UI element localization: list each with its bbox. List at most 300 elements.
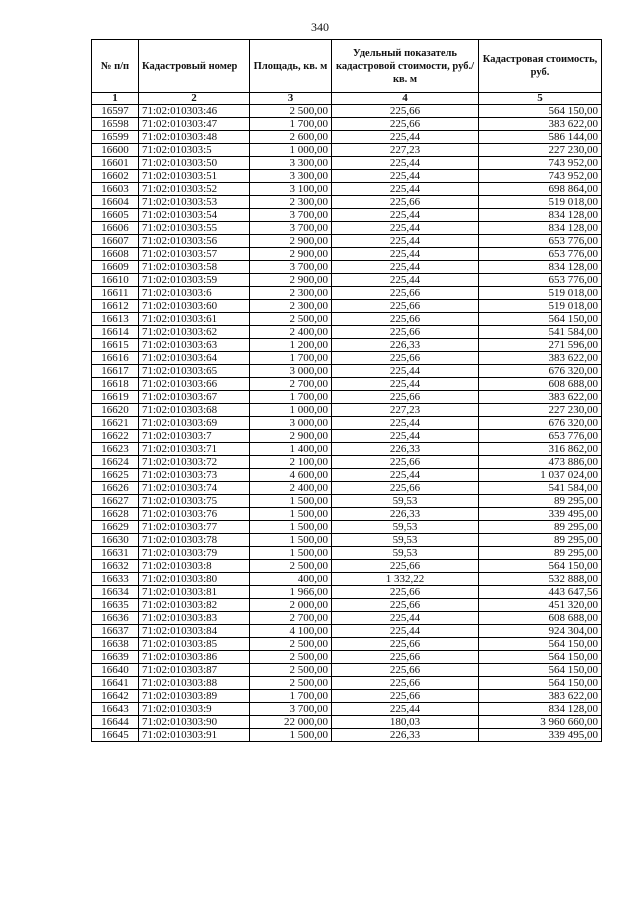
cell-specific-value: 225,44 [332,469,479,482]
table-body [92,105,602,742]
cell-cadastral-number: 71:02:010303:79 [139,547,250,560]
cell-specific-value: 226,33 [332,508,479,521]
cell-cadastral-number: 71:02:010303:83 [139,612,250,625]
table-row [92,443,602,456]
cell-cadastral-number: 71:02:010303:86 [139,651,250,664]
cell-area: 1 700,00 [250,352,332,365]
cell-area: 2 400,00 [250,482,332,495]
cell-row-number: 16630 [92,534,139,547]
cell-cadastral-number: 71:02:010303:8 [139,560,250,573]
table-row [92,729,602,742]
cell-specific-value: 225,44 [332,209,479,222]
cell-row-number: 16615 [92,339,139,352]
cell-specific-value: 225,44 [332,183,479,196]
table-row [92,716,602,729]
cell-cadastral-number: 71:02:010303:75 [139,495,250,508]
table-row [92,599,602,612]
table-row [92,131,602,144]
cell-cadastral-value: 383 622,00 [479,118,602,131]
cell-cadastral-number: 71:02:010303:87 [139,664,250,677]
cell-cadastral-value: 89 295,00 [479,495,602,508]
cell-cadastral-number: 71:02:010303:71 [139,443,250,456]
cell-cadastral-value: 564 150,00 [479,651,602,664]
table-row [92,638,602,651]
cell-cadastral-value: 519 018,00 [479,196,602,209]
table-row [92,144,602,157]
cell-cadastral-value: 271 596,00 [479,339,602,352]
cell-specific-value: 225,66 [332,287,479,300]
cell-cadastral-number: 71:02:010303:54 [139,209,250,222]
cell-cadastral-value: 541 584,00 [479,482,602,495]
cell-cadastral-number: 71:02:010303:73 [139,469,250,482]
cell-row-number: 16645 [92,729,139,742]
cell-cadastral-number: 71:02:010303:72 [139,456,250,469]
table-row [92,248,602,261]
cell-cadastral-value: 443 647,56 [479,586,602,599]
cell-specific-value: 225,66 [332,560,479,573]
cell-cadastral-number: 71:02:010303:66 [139,378,250,391]
cell-cadastral-value: 924 304,00 [479,625,602,638]
cell-specific-value: 59,53 [332,534,479,547]
cell-cadastral-number: 71:02:010303:6 [139,287,250,300]
cell-cadastral-value: 698 864,00 [479,183,602,196]
table-row [92,417,602,430]
cell-specific-value: 225,66 [332,105,479,118]
cell-cadastral-value: 227 230,00 [479,404,602,417]
cell-specific-value: 225,44 [332,131,479,144]
table-row [92,573,602,586]
cell-row-number: 16600 [92,144,139,157]
cell-row-number: 16598 [92,118,139,131]
cell-row-number: 16643 [92,703,139,716]
cell-specific-value: 180,03 [332,716,479,729]
cell-row-number: 16621 [92,417,139,430]
cell-area: 4 600,00 [250,469,332,482]
cell-specific-value: 225,66 [332,599,479,612]
cell-specific-value: 225,44 [332,612,479,625]
cell-cadastral-number: 71:02:010303:56 [139,235,250,248]
cell-specific-value: 226,33 [332,443,479,456]
cell-area: 3 700,00 [250,209,332,222]
cell-cadastral-number: 71:02:010303:82 [139,599,250,612]
table-row [92,690,602,703]
table-row [92,170,602,183]
cell-row-number: 16626 [92,482,139,495]
cell-cadastral-value: 3 960 660,00 [479,716,602,729]
cell-cadastral-value: 316 862,00 [479,443,602,456]
cell-row-number: 16634 [92,586,139,599]
table-row [92,469,602,482]
cell-cadastral-number: 71:02:010303:78 [139,534,250,547]
cell-row-number: 16602 [92,170,139,183]
cell-specific-value: 225,44 [332,417,479,430]
cell-specific-value: 225,66 [332,664,479,677]
cell-area: 22 000,00 [250,716,332,729]
table-row [92,235,602,248]
cell-row-number: 16610 [92,274,139,287]
cell-specific-value: 1 332,22 [332,573,479,586]
cell-area: 2 900,00 [250,430,332,443]
table-row [92,651,602,664]
cell-specific-value: 225,44 [332,365,479,378]
cell-area: 1 400,00 [250,443,332,456]
cell-row-number: 16641 [92,677,139,690]
table-row [92,222,602,235]
cell-specific-value: 225,66 [332,690,479,703]
cell-cadastral-value: 1 037 024,00 [479,469,602,482]
cell-area: 3 300,00 [250,170,332,183]
cell-cadastral-value: 834 128,00 [479,209,602,222]
cell-cadastral-value: 676 320,00 [479,365,602,378]
cell-cadastral-number: 71:02:010303:50 [139,157,250,170]
cell-cadastral-number: 71:02:010303:88 [139,677,250,690]
cell-cadastral-value: 834 128,00 [479,261,602,274]
cell-specific-value: 225,44 [332,378,479,391]
cell-cadastral-value: 564 150,00 [479,105,602,118]
table-row [92,339,602,352]
cell-specific-value: 225,44 [332,248,479,261]
cell-cadastral-number: 71:02:010303:74 [139,482,250,495]
cell-area: 2 500,00 [250,560,332,573]
cell-specific-value: 225,66 [332,482,479,495]
cell-area: 2 900,00 [250,274,332,287]
cell-cadastral-value: 586 144,00 [479,131,602,144]
cell-specific-value: 225,66 [332,651,479,664]
cell-area: 2 300,00 [250,300,332,313]
cell-row-number: 16625 [92,469,139,482]
table-row [92,105,602,118]
cell-row-number: 16609 [92,261,139,274]
cell-area: 1 700,00 [250,118,332,131]
cell-specific-value: 225,66 [332,326,479,339]
cell-area: 2 500,00 [250,638,332,651]
table-row [92,560,602,573]
cell-area: 1 966,00 [250,586,332,599]
cell-area: 2 500,00 [250,651,332,664]
cell-cadastral-value: 608 688,00 [479,612,602,625]
cell-area: 1 500,00 [250,534,332,547]
cell-area: 2 900,00 [250,235,332,248]
cell-row-number: 16604 [92,196,139,209]
cell-cadastral-number: 71:02:010303:69 [139,417,250,430]
table-row [92,404,602,417]
cell-area: 2 500,00 [250,313,332,326]
table-row [92,664,602,677]
cell-area: 2 600,00 [250,131,332,144]
cell-area: 3 700,00 [250,703,332,716]
table-row [92,677,602,690]
cell-cadastral-value: 339 495,00 [479,508,602,521]
cell-specific-value: 225,66 [332,391,479,404]
cell-row-number: 16616 [92,352,139,365]
cell-specific-value: 225,44 [332,703,479,716]
cell-cadastral-number: 71:02:010303:91 [139,729,250,742]
column-number: 3 [250,93,332,105]
cell-row-number: 16620 [92,404,139,417]
cell-row-number: 16606 [92,222,139,235]
cell-cadastral-value: 532 888,00 [479,573,602,586]
column-number: 1 [92,93,139,105]
cell-cadastral-value: 89 295,00 [479,521,602,534]
cell-area: 2 500,00 [250,664,332,677]
page-number: 340 [311,20,329,34]
table-row [92,703,602,716]
cell-specific-value: 225,66 [332,638,479,651]
cell-cadastral-value: 564 150,00 [479,677,602,690]
cell-cadastral-number: 71:02:010303:5 [139,144,250,157]
cell-cadastral-value: 653 776,00 [479,235,602,248]
cell-row-number: 16618 [92,378,139,391]
cell-area: 2 300,00 [250,196,332,209]
cell-area: 2 700,00 [250,612,332,625]
cell-cadastral-number: 71:02:010303:84 [139,625,250,638]
column-number: 4 [332,93,479,105]
cell-specific-value: 225,44 [332,235,479,248]
cell-cadastral-number: 71:02:010303:76 [139,508,250,521]
cell-row-number: 16614 [92,326,139,339]
table-row [92,482,602,495]
cell-specific-value: 225,44 [332,170,479,183]
cell-area: 3 700,00 [250,222,332,235]
cell-area: 1 000,00 [250,144,332,157]
cell-cadastral-value: 564 150,00 [479,560,602,573]
cell-cadastral-number: 71:02:010303:64 [139,352,250,365]
cell-specific-value: 59,53 [332,495,479,508]
table-row [92,378,602,391]
cell-specific-value: 225,66 [332,313,479,326]
column-number: 2 [139,93,250,105]
cell-specific-value: 225,66 [332,118,479,131]
column-number: 5 [479,93,602,105]
cell-cadastral-number: 71:02:010303:52 [139,183,250,196]
cell-area: 2 900,00 [250,248,332,261]
cell-cadastral-value: 89 295,00 [479,534,602,547]
cell-specific-value: 225,66 [332,456,479,469]
cell-row-number: 16628 [92,508,139,521]
cell-cadastral-value: 564 150,00 [479,638,602,651]
cell-area: 3 300,00 [250,157,332,170]
cell-cadastral-value: 473 886,00 [479,456,602,469]
cell-row-number: 16608 [92,248,139,261]
cell-area: 2 700,00 [250,378,332,391]
cell-specific-value: 225,66 [332,352,479,365]
table-row [92,508,602,521]
cell-cadastral-value: 383 622,00 [479,391,602,404]
table-row [92,274,602,287]
cell-cadastral-value: 564 150,00 [479,664,602,677]
cell-cadastral-number: 71:02:010303:51 [139,170,250,183]
cell-area: 3 100,00 [250,183,332,196]
cell-row-number: 16639 [92,651,139,664]
cell-area: 400,00 [250,573,332,586]
cell-area: 1 700,00 [250,690,332,703]
cell-cadastral-value: 743 952,00 [479,157,602,170]
table-row [92,521,602,534]
cell-cadastral-number: 71:02:010303:80 [139,573,250,586]
cell-row-number: 16627 [92,495,139,508]
cell-row-number: 16631 [92,547,139,560]
cell-row-number: 16603 [92,183,139,196]
cell-area: 2 000,00 [250,599,332,612]
cell-cadastral-value: 227 230,00 [479,144,602,157]
cell-row-number: 16642 [92,690,139,703]
cell-specific-value: 59,53 [332,547,479,560]
table-row [92,612,602,625]
cell-row-number: 16629 [92,521,139,534]
table-row [92,300,602,313]
cell-specific-value: 59,53 [332,521,479,534]
cell-area: 2 400,00 [250,326,332,339]
cell-cadastral-value: 834 128,00 [479,703,602,716]
cell-cadastral-number: 71:02:010303:55 [139,222,250,235]
cell-cadastral-number: 71:02:010303:53 [139,196,250,209]
header-row-number: № п/п [92,40,139,93]
cell-specific-value: 227,23 [332,144,479,157]
cell-specific-value: 225,66 [332,300,479,313]
cell-specific-value: 226,33 [332,729,479,742]
cell-row-number: 16599 [92,131,139,144]
cell-area: 1 000,00 [250,404,332,417]
cell-row-number: 16607 [92,235,139,248]
table-row [92,365,602,378]
cell-cadastral-value: 676 320,00 [479,417,602,430]
cell-area: 1 500,00 [250,521,332,534]
table-row [92,326,602,339]
cell-area: 2 300,00 [250,287,332,300]
cell-cadastral-number: 71:02:010303:58 [139,261,250,274]
header-area: Площадь, кв. м [250,40,332,93]
cell-cadastral-value: 339 495,00 [479,729,602,742]
cell-specific-value: 225,44 [332,261,479,274]
header-cadastral-number: Кадастровый номер [139,40,250,93]
table-row [92,495,602,508]
cell-cadastral-number: 71:02:010303:81 [139,586,250,599]
cell-area: 2 100,00 [250,456,332,469]
cell-row-number: 16633 [92,573,139,586]
cell-area: 3 000,00 [250,417,332,430]
cell-specific-value: 225,44 [332,625,479,638]
cell-specific-value: 225,66 [332,677,479,690]
cell-cadastral-number: 71:02:010303:7 [139,430,250,443]
cell-cadastral-value: 608 688,00 [479,378,602,391]
cell-specific-value: 225,44 [332,430,479,443]
header-cadastral-value: Кадастровая стоимость, руб. [479,40,602,93]
cell-specific-value: 225,44 [332,222,479,235]
cell-row-number: 16611 [92,287,139,300]
cell-row-number: 16601 [92,157,139,170]
cell-area: 1 700,00 [250,391,332,404]
cell-row-number: 16619 [92,391,139,404]
cell-row-number: 16637 [92,625,139,638]
cell-cadastral-number: 71:02:010303:60 [139,300,250,313]
cell-cadastral-value: 743 952,00 [479,170,602,183]
cell-area: 2 500,00 [250,677,332,690]
cell-cadastral-value: 519 018,00 [479,300,602,313]
cell-row-number: 16644 [92,716,139,729]
cell-cadastral-value: 564 150,00 [479,313,602,326]
cell-cadastral-number: 71:02:010303:90 [139,716,250,729]
table-row [92,313,602,326]
cell-cadastral-number: 71:02:010303:46 [139,105,250,118]
cell-cadastral-number: 71:02:010303:63 [139,339,250,352]
cell-cadastral-value: 834 128,00 [479,222,602,235]
cell-cadastral-number: 71:02:010303:68 [139,404,250,417]
cell-specific-value: 226,33 [332,339,479,352]
cadastral-value-table [91,39,602,742]
table-row [92,287,602,300]
cell-cadastral-number: 71:02:010303:89 [139,690,250,703]
cell-cadastral-value: 653 776,00 [479,430,602,443]
cell-row-number: 16622 [92,430,139,443]
cell-row-number: 16612 [92,300,139,313]
cell-area: 3 700,00 [250,261,332,274]
header-row [92,40,602,93]
cell-row-number: 16638 [92,638,139,651]
cell-cadastral-number: 71:02:010303:77 [139,521,250,534]
cell-cadastral-value: 383 622,00 [479,352,602,365]
cell-cadastral-number: 71:02:010303:57 [139,248,250,261]
table-row [92,625,602,638]
cell-cadastral-number: 71:02:010303:47 [139,118,250,131]
cell-cadastral-value: 89 295,00 [479,547,602,560]
cell-area: 4 100,00 [250,625,332,638]
cell-cadastral-number: 71:02:010303:59 [139,274,250,287]
cell-row-number: 16635 [92,599,139,612]
cell-specific-value: 225,44 [332,157,479,170]
cell-row-number: 16636 [92,612,139,625]
cell-cadastral-number: 71:02:010303:65 [139,365,250,378]
cell-specific-value: 225,66 [332,196,479,209]
cell-area: 3 000,00 [250,365,332,378]
cell-area: 1 500,00 [250,495,332,508]
table-row [92,196,602,209]
table-row [92,183,602,196]
cell-row-number: 16617 [92,365,139,378]
cell-cadastral-value: 519 018,00 [479,287,602,300]
cell-cadastral-number: 71:02:010303:61 [139,313,250,326]
cell-area: 2 500,00 [250,105,332,118]
cell-cadastral-value: 383 622,00 [479,690,602,703]
cell-row-number: 16597 [92,105,139,118]
cell-row-number: 16624 [92,456,139,469]
cell-row-number: 16605 [92,209,139,222]
cell-specific-value: 225,66 [332,586,479,599]
table-row [92,456,602,469]
cell-area: 1 500,00 [250,508,332,521]
table-row [92,157,602,170]
table-row [92,430,602,443]
table-row [92,118,602,131]
cell-area: 1 500,00 [250,547,332,560]
cell-row-number: 16640 [92,664,139,677]
table-row [92,547,602,560]
cell-specific-value: 227,23 [332,404,479,417]
cell-row-number: 16613 [92,313,139,326]
table-row [92,586,602,599]
column-number-row [92,93,602,105]
table-row [92,534,602,547]
cell-cadastral-number: 71:02:010303:67 [139,391,250,404]
cell-cadastral-value: 451 320,00 [479,599,602,612]
cell-specific-value: 225,44 [332,274,479,287]
table-row [92,209,602,222]
cell-area: 1 200,00 [250,339,332,352]
cell-cadastral-number: 71:02:010303:9 [139,703,250,716]
cell-cadastral-number: 71:02:010303:85 [139,638,250,651]
table-row [92,352,602,365]
cell-cadastral-value: 653 776,00 [479,274,602,287]
cell-cadastral-value: 541 584,00 [479,326,602,339]
